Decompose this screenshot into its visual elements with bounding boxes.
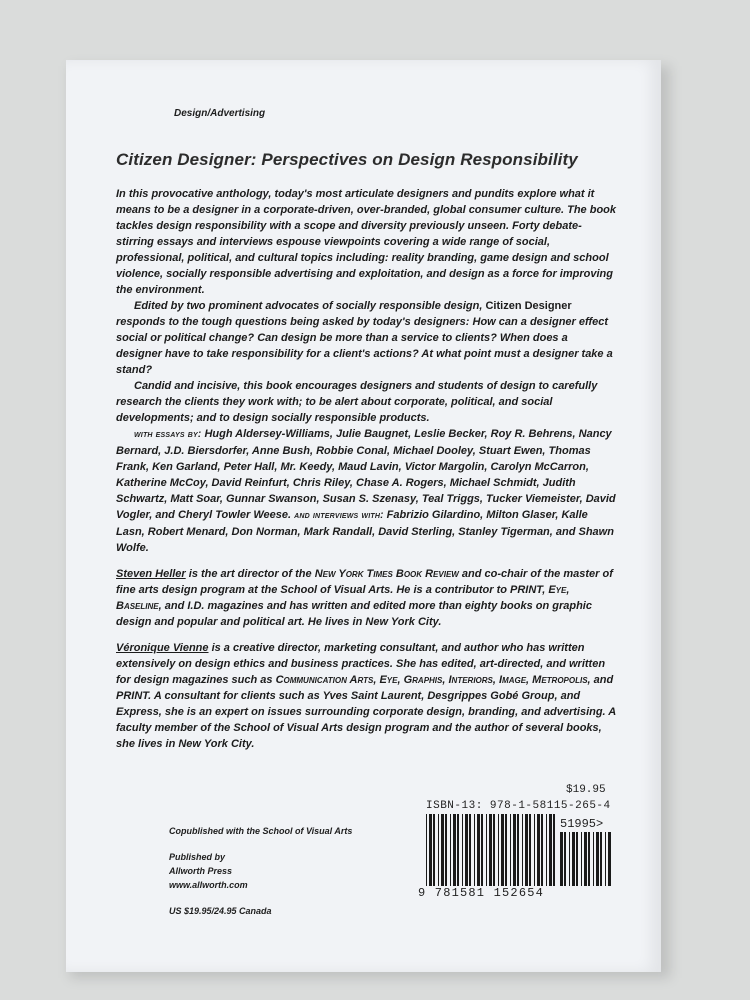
price-line: US $19.95/24.95 Canada xyxy=(169,906,272,916)
paragraph-candid: Candid and incisive, this book encourages designers and students of design to carefully research the clients they work with; to be alert about corporate, political, and social developments; and to design socially responsible products. xyxy=(116,380,598,424)
addon-code: 51995> xyxy=(560,817,604,831)
barcode-bar xyxy=(429,814,432,886)
barcode-bar xyxy=(549,814,552,886)
blurb-text xyxy=(116,186,616,752)
barcode-bar xyxy=(505,814,507,886)
barcode-bar xyxy=(481,814,483,886)
interviewees: Fabrizio Gilardino, Milton Glaser, Kalle Lasn, Robert Menard, Don Norman, Mark Randall, David Sterling, Stanley Tigerman, and Shawn Wolfe. xyxy=(116,509,614,554)
barcode-bar xyxy=(608,832,611,886)
addon-barcode xyxy=(560,832,612,886)
essay-authors: Hugh Aldersey-Williams, Julie Baugnet, Leslie Becker, Roy R. Behrens, Nancy Bernard, J.D. Biersdorfer, Anne Bush, Robbie Conal, Michael Dooley, Stuart Ewen, Thomas Frank, Ken Garland, Peter Hall, Mr. Keedy, Maud Lavin, Victor Margolin, Carolyn McCarron, Katherine McCoy, David Reinfurt, Chris Riley, Chase A. Rogers, Michael Schmidt, Judith Schwartz, Matt Soar, Gunnar Swanson, Susan S. Szenasy, Teal Triggs, Tucker Viemeister, David Vogler, and Cheryl Towler Weese. xyxy=(116,428,616,521)
isbn-number: ISBN-13: 978-1-58115-265-4 xyxy=(426,800,611,812)
barcode-bar xyxy=(517,814,519,886)
barcode-bar xyxy=(546,814,547,886)
barcode-bar xyxy=(486,814,487,886)
author-name-vienne: Véronique Vienne xyxy=(116,642,209,654)
barcode-bar xyxy=(541,814,543,886)
barcode-bar xyxy=(489,814,492,886)
barcode-bar xyxy=(605,832,606,886)
barcode-bar xyxy=(453,814,456,886)
barcode-bar xyxy=(560,832,563,886)
barcode-bar xyxy=(469,814,471,886)
barcode-bar xyxy=(465,814,468,886)
barcode-bar xyxy=(441,814,444,886)
barcode-bar xyxy=(426,814,427,886)
book-name-inline: Citizen Designer xyxy=(485,300,572,312)
book-title: Citizen Designer: Perspectives on Design Responsibility xyxy=(116,150,578,169)
barcode-bar xyxy=(445,814,447,886)
ean-digits: 9 781581 152654 xyxy=(418,886,545,900)
barcode-bar xyxy=(534,814,535,886)
interviews-label: and interviews with: xyxy=(294,510,384,521)
barcode-bar xyxy=(576,832,578,886)
barcode-bar xyxy=(588,832,590,886)
category-label: Design/Advertising xyxy=(174,108,266,119)
book-back-cover xyxy=(66,60,661,972)
barcode-bar xyxy=(462,814,463,886)
bio-steven-heller: Steven Heller is the art director of the New York Times Book Review and co-chair of the master of fine arts design program at the School of Visual Arts. He is a contributor to PRINT, Eye, Baseline, and I.D. magazines and has written and edited more than eighty books on graphic design and popular and political art. He lives in New York City. xyxy=(116,568,613,628)
ean-barcode xyxy=(426,814,556,886)
press-name: Allworth Press xyxy=(169,866,233,876)
essays-label: with essays by: xyxy=(134,429,202,440)
barcode-bar xyxy=(581,832,582,886)
published-by-line: Published by xyxy=(169,852,226,862)
barcode-bar xyxy=(498,814,499,886)
bio-veronique-vienne: Véronique Vienne is a creative director, marketing consultant, and author who has written extensively on design ethics and business practices. She has edited, art-directed, and written for design magazines such as Communication Arts, Eye, Graphis, Interiors, Image, Metropolis, and PRINT. A consultant for clients such as Yves Saint Laurent, Desgrippes Gobé Group, and Express, she is an expert on issues surrounding corporate design, branding, and advertising. A faculty member of the School of Visual Arts design program and the author of several books, she lives in New York City. xyxy=(116,642,616,750)
barcode-bar xyxy=(564,832,566,886)
paragraph-intro: In this provocative anthology, today's most articulate designers and pundits explore what it means to be a designer in a corporate-driven, over-branded, global consumer culture. The book tackles design responsibility with a scope and diversity previously unseen. Forty debate-stirring essays and interviews espouse viewpoints covering a wide range of social, professional, political, and cultural topics including: reality branding, game design and school violence, socially responsible advertising and exploitation, and design as a force for improving the environment. xyxy=(116,188,616,296)
barcode-bar xyxy=(525,814,528,886)
barcode-bar xyxy=(593,832,594,886)
author-name-heller: Steven Heller xyxy=(116,568,186,580)
barcode-bar xyxy=(450,814,451,886)
barcode-price: $19.95 xyxy=(566,784,606,796)
barcode-bar xyxy=(572,832,575,886)
barcode-bar xyxy=(600,832,602,886)
publisher-info xyxy=(169,824,352,918)
barcode-bar xyxy=(584,832,587,886)
barcode-bar xyxy=(522,814,523,886)
publisher-url: www.allworth.com xyxy=(169,880,248,890)
barcode-bar xyxy=(474,814,475,886)
barcode-bar xyxy=(553,814,555,886)
copublished-line: Copublished with the School of Visual Arts xyxy=(169,826,353,836)
barcode-bar xyxy=(501,814,504,886)
barcode-bar xyxy=(510,814,511,886)
barcode-bar xyxy=(438,814,439,886)
barcode-bar xyxy=(537,814,540,886)
barcode-bar xyxy=(529,814,531,886)
paragraph-editors: Edited by two prominent advocates of socially responsible design, Citizen Designer responds to the tough questions being asked by today's designers: How can a designer effect social or political change? Can design be more than a service to clients? When does a designer have to take responsibility for a client's actions? At what point must a designer take a stand? xyxy=(116,300,613,376)
barcode-bar xyxy=(569,832,570,886)
barcode-bar xyxy=(477,814,480,886)
barcode-bar xyxy=(493,814,495,886)
barcode-bar xyxy=(596,832,599,886)
barcode-bar xyxy=(457,814,459,886)
paragraph-contributors xyxy=(116,426,616,556)
barcode-bar xyxy=(513,814,516,886)
barcode-bar xyxy=(433,814,435,886)
